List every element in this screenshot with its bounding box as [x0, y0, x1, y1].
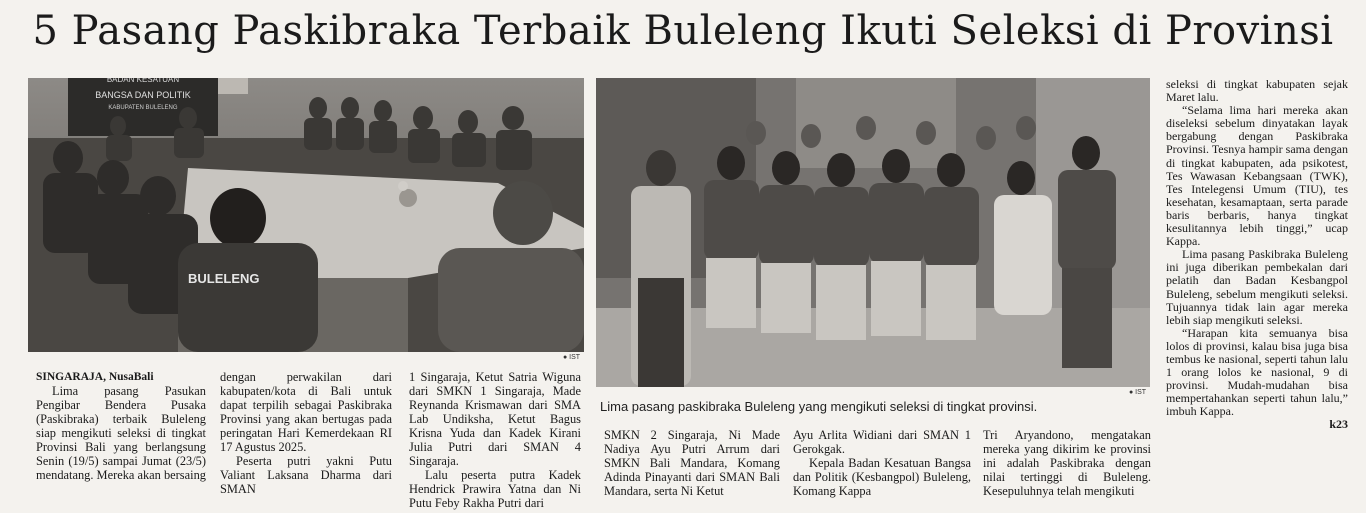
article-column-1: [36, 370, 206, 482]
author-signature: [1166, 418, 1348, 431]
meeting-photo-illustration: [28, 78, 584, 352]
paragraph: Ayu Arlita Widiani dari SMAN 1 Gerokgak.: [793, 428, 971, 456]
article-column-7: [1166, 78, 1348, 432]
paragraph: “Selama lima hari mereka akan diseleksi sebelum dinyatakan layak bergabung dengan Paskibraka Provinsi. Tesnya hampir sama dengan di tingkat kabupaten, ada psikotest, Tes Wawasan Kebangsaan (TWK), Tes Intelegensi Umum (TIU), tes kesehatan, kesamaptaan, serta parade baris berbaris, hanya tingkat kesulitannya lebih tinggi,” ucap Kappa.: [1166, 103, 1348, 249]
article-column-5: [793, 428, 971, 498]
paragraph: Lima pasang Paskibraka Buleleng ini juga diberikan pembekalan dari pelatih dan Badan Kesbangpol Buleleng, sebelum mengikuti seleksi. Tujuannya tidak lain agar mereka lebih siap mengikuti seleksi.: [1166, 247, 1348, 327]
sign-line3: KABUPATEN BULELENG: [108, 105, 178, 111]
headline: 5 Pasang Paskibraka Terbaik Buleleng Ikuti Seleksi di Provinsi: [32, 8, 1334, 54]
signature-text: k23: [1329, 417, 1348, 432]
paragraph: Peserta putri yakni Putu Valiant Laksana Dharma dari SMAN: [220, 454, 392, 496]
paragraph: SMKN 2 Singaraja, Ni Made Nadiya Ayu Putri Arrum dari SMKN Bali Mandara, Komang Adinda Pinayanti dari SMAN Bali Mandara, serta Ni Ketut: [604, 428, 780, 498]
photo2-credit: ● IST: [1129, 389, 1147, 396]
shirt-text: BULELENG: [188, 271, 260, 286]
group-photo: [596, 78, 1150, 387]
photo1-credit: ● IST: [563, 354, 581, 361]
paragraph: Tri Aryandono, mengatakan mereka yang dikirim ke provinsi ini adalah Paskibraka dengan nilai tertinggi di Buleleng. Kesepuluhnya telah mengikuti: [983, 428, 1151, 498]
photo-caption: Lima pasang paskibraka Buleleng yang mengikuti seleksi di tingkat provinsi.: [600, 399, 1038, 414]
article-column-4: [604, 428, 780, 498]
sign-line1: BADAN KESATUAN: [106, 78, 180, 84]
dateline: SINGARAJA, NusaBali: [36, 371, 154, 383]
meeting-photo: [28, 78, 584, 352]
paragraph: “Harapan kita semuanya bisa lolos di provinsi, kalau bisa juga bisa tembus ke nasional, seperti tahun lalu 1 orang lolos ke nasional, 9 di provinsi. Mudah-mudahan bisa mempertahankan seperti tahun lalu,” imbuh Kappa.: [1166, 325, 1348, 419]
article-column-3: [409, 370, 581, 510]
paragraph: seleksi di tingkat kabupaten sejak Maret lalu.: [1166, 77, 1348, 105]
paragraph: Lima pasang Pasukan Pengibar Bendera Pusaka (Paskibraka) terbaik Buleleng siap mengikuti seleksi di tingkat Provinsi Bali yang berlangsung Senin (19/5) sampai Jumat (23/5) mendatang. Mereka akan bersaing: [36, 384, 206, 482]
article-column-2: [220, 370, 392, 496]
paragraph: 1 Singaraja, Ketut Satria Wiguna dari SMKN 1 Singaraja, Made Reynanda Krismawan dari SMA Lab Undiksha, Ketut Bagus Krisna Yuda dan Kadek Kirani Julia Putri dari SMAN 4 Singaraja.: [409, 370, 581, 468]
group-photo-illustration: [596, 78, 1150, 387]
article-column-6: [983, 428, 1151, 498]
sign-line2: BANGSA DAN POLITIK: [95, 90, 191, 100]
paragraph: Lalu peserta putra Kadek Hendrick Prawira Yatna dan Ni Putu Feby Rakha Putri dari: [409, 468, 581, 510]
paragraph: dengan perwakilan dari kabupaten/kota di Bali untuk dapat terpilih sebagai Paskibraka Provinsi yang akan bertugas pada peringatan Hari Kemerdekaan RI 17 Agustus 2025.: [220, 370, 392, 454]
paragraph: Kepala Badan Kesatuan Bangsa dan Politik (Kesbangpol) Buleleng, Komang Kappa: [793, 456, 971, 498]
